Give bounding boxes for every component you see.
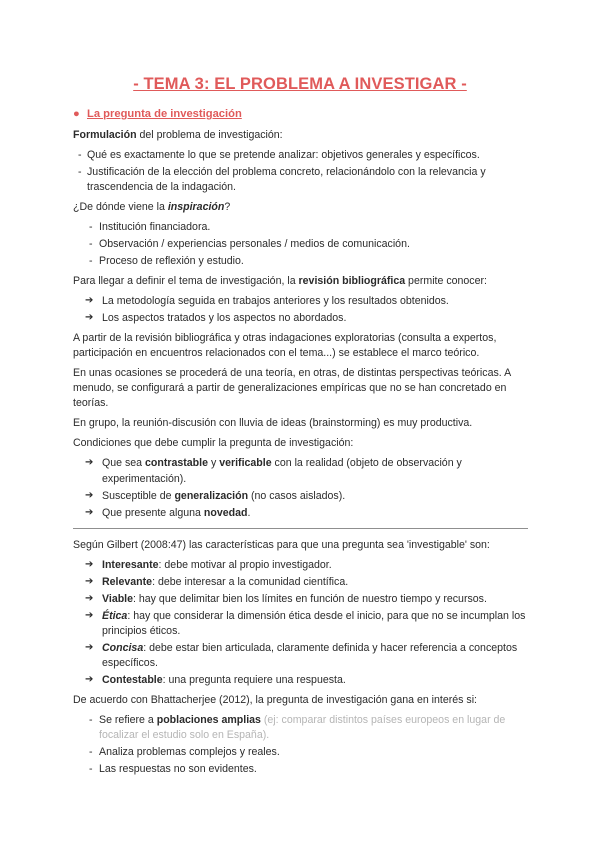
- arrow-icon: ➔: [85, 558, 94, 570]
- list-item: [73, 506, 528, 521]
- list-item: [73, 220, 528, 235]
- list-item: [73, 254, 528, 269]
- list-item-text: Institución financiadora.: [99, 221, 211, 234]
- gilbert-list: [73, 558, 528, 688]
- gilbert-intro: Según Gilbert (2008:47) las características para que una pregunta sea 'investigable' son:: [73, 538, 490, 551]
- c1-post: con la realidad (objeto de observación y experimentación).: [102, 457, 462, 485]
- list-item: [73, 592, 528, 607]
- inspiracion-pre: ¿De dónde viene la: [73, 201, 168, 214]
- dash-marker: -: [89, 255, 93, 268]
- inspiracion-post: ?: [224, 201, 231, 214]
- arrow-icon: ➔: [85, 609, 94, 621]
- list-item: [73, 165, 528, 195]
- b1-pre: Se refiere a: [99, 713, 157, 726]
- ocasiones-paragraph: En unas ocasiones se procederá de una teoría, en otras, de distintas perspectivas teóricas. A menudo, se configurará a partir de generalizaciones empíricas que no se han concretado en teorías.: [73, 367, 511, 410]
- revision-pre: Para llegar a definir el tema de investigación, la: [73, 275, 299, 288]
- section-divider: [73, 528, 528, 529]
- list-item: [73, 713, 528, 743]
- list-item: [73, 237, 528, 252]
- inspiracion-paragraph: [73, 200, 528, 215]
- list-item: [73, 673, 528, 688]
- term-text: : una pregunta requiere una respuesta.: [162, 673, 346, 686]
- list-item: [73, 609, 528, 639]
- b1-example: (ej: comparar distintos países europeos en lugar de focalizar el estudio solo en España).: [99, 713, 506, 741]
- section-heading: [73, 107, 528, 123]
- c1-bold-2: verificable: [219, 457, 272, 470]
- bhattacherjee-intro: De acuerdo con Bhattacherjee (2012), la pregunta de investigación gana en interés si:: [73, 693, 478, 706]
- term: Relevante: [102, 575, 153, 588]
- arrow-icon: ➔: [85, 506, 94, 518]
- arrow-icon: ➔: [85, 575, 94, 587]
- dash-marker: -: [89, 763, 93, 775]
- grupo-paragraph: En grupo, la reunión-discusión con lluvia de ideas (brainstorming) es muy productiva.: [73, 417, 473, 430]
- condiciones-paragraph: Condiciones que debe cumplir la pregunta de investigación:: [73, 437, 354, 450]
- list-item: [73, 762, 528, 777]
- term-text: : debe interesar a la comunidad científica.: [152, 575, 349, 588]
- b1-bold: poblaciones amplias: [156, 713, 261, 726]
- term: Interesante: [102, 558, 159, 571]
- bhattacherjee-list: [73, 713, 528, 777]
- formulacion-rest: del problema de investigación:: [136, 128, 283, 141]
- list-item-text: Qué es exactamente lo que se pretende analizar: objetivos generales y específicos.: [87, 148, 480, 161]
- list-item-text: Analiza problemas complejos y reales.: [99, 745, 280, 758]
- revision-bold: revisión bibliográfica: [298, 275, 406, 288]
- c2-bold: generalización: [174, 489, 249, 502]
- term-text: : debe motivar al propio investigador.: [158, 558, 332, 571]
- dash-marker: -: [89, 713, 93, 726]
- list-item: [73, 456, 528, 486]
- list-item: [73, 558, 528, 573]
- dash-marker: -: [78, 165, 82, 178]
- list-item: [73, 575, 528, 590]
- arrow-icon: ➔: [85, 489, 94, 501]
- term-text: : hay que considerar la dimensión ética desde el inicio, para que no se incumplan los principios éticos.: [102, 609, 526, 637]
- c2-post: (no casos aislados).: [248, 489, 346, 502]
- condiciones-list: [73, 456, 528, 520]
- dash-marker: -: [89, 238, 93, 251]
- dash-marker: -: [89, 745, 93, 758]
- revision-paragraph: [73, 274, 528, 289]
- inspiracion-list: [73, 220, 528, 269]
- formulacion-list: [73, 148, 528, 195]
- list-item-text: Observación / experiencias personales / medios de comunicación.: [99, 238, 410, 251]
- arrow-icon: ➔: [85, 312, 94, 324]
- arrow-icon: ➔: [85, 673, 94, 685]
- c3-post: .: [247, 506, 251, 519]
- heading-bullet: ●: [73, 108, 80, 120]
- revision-post: permite conocer:: [405, 275, 487, 288]
- arrow-icon: ➔: [85, 457, 94, 469]
- marco-paragraph: A partir de la revisión bibliográfica y otras indagaciones exploratorias (consulta a expertos, participación en encuentros relacionados con el tema...) se establece el marco teórico.: [73, 332, 497, 360]
- dash-marker: -: [89, 221, 93, 234]
- list-item: [73, 641, 528, 671]
- list-item: [73, 294, 528, 309]
- revision-list: [73, 294, 528, 326]
- dash-marker: -: [78, 148, 82, 161]
- section-heading-text: La pregunta de investigación: [87, 108, 242, 120]
- document-body: [73, 107, 528, 782]
- inspiracion-bold: inspiración: [167, 201, 225, 214]
- c3-bold: novedad: [203, 506, 248, 519]
- list-item-text: La metodología seguida en trabajos anteriores y los resultados obtenidos.: [102, 295, 449, 308]
- list-item: [73, 148, 528, 163]
- arrow-icon: ➔: [85, 295, 94, 307]
- formulacion-bold: Formulación: [73, 128, 137, 141]
- c1-bold-1: contrastable: [145, 457, 208, 470]
- list-item: [73, 745, 528, 760]
- list-item: [73, 489, 528, 504]
- term: Concisa: [102, 641, 144, 654]
- arrow-icon: ➔: [85, 641, 94, 653]
- list-item-text: Las respuestas no son evidentes.: [99, 763, 257, 775]
- c3-pre: Que presente alguna: [102, 506, 204, 519]
- term: Contestable: [102, 673, 163, 686]
- c1-pre: Que sea: [102, 457, 145, 470]
- list-item-text: Los aspectos tratados y los aspectos no abordados.: [102, 312, 347, 325]
- c2-pre: Susceptible de: [102, 489, 175, 502]
- formulacion-paragraph: [73, 128, 528, 143]
- term: Ética: [102, 609, 128, 622]
- page-title: - TEMA 3: EL PROBLEMA A INVESTIGAR -: [133, 75, 467, 93]
- c1-mid: y: [208, 457, 220, 470]
- list-item-text: Proceso de reflexión y estudio.: [99, 255, 244, 268]
- term-text: : hay que delimitar bien los límites en función de nuestro tiempo y recursos.: [133, 592, 487, 605]
- list-item-text: Justificación de la elección del problema concreto, relacionándolo con la relevancia y trascendencia de la indagación.: [87, 165, 486, 193]
- term-text: : debe estar bien articulada, claramente definida y hacer referencia a conceptos específicos.: [102, 641, 518, 669]
- arrow-icon: ➔: [85, 592, 94, 604]
- list-item: [73, 311, 528, 326]
- term: Viable: [102, 592, 134, 605]
